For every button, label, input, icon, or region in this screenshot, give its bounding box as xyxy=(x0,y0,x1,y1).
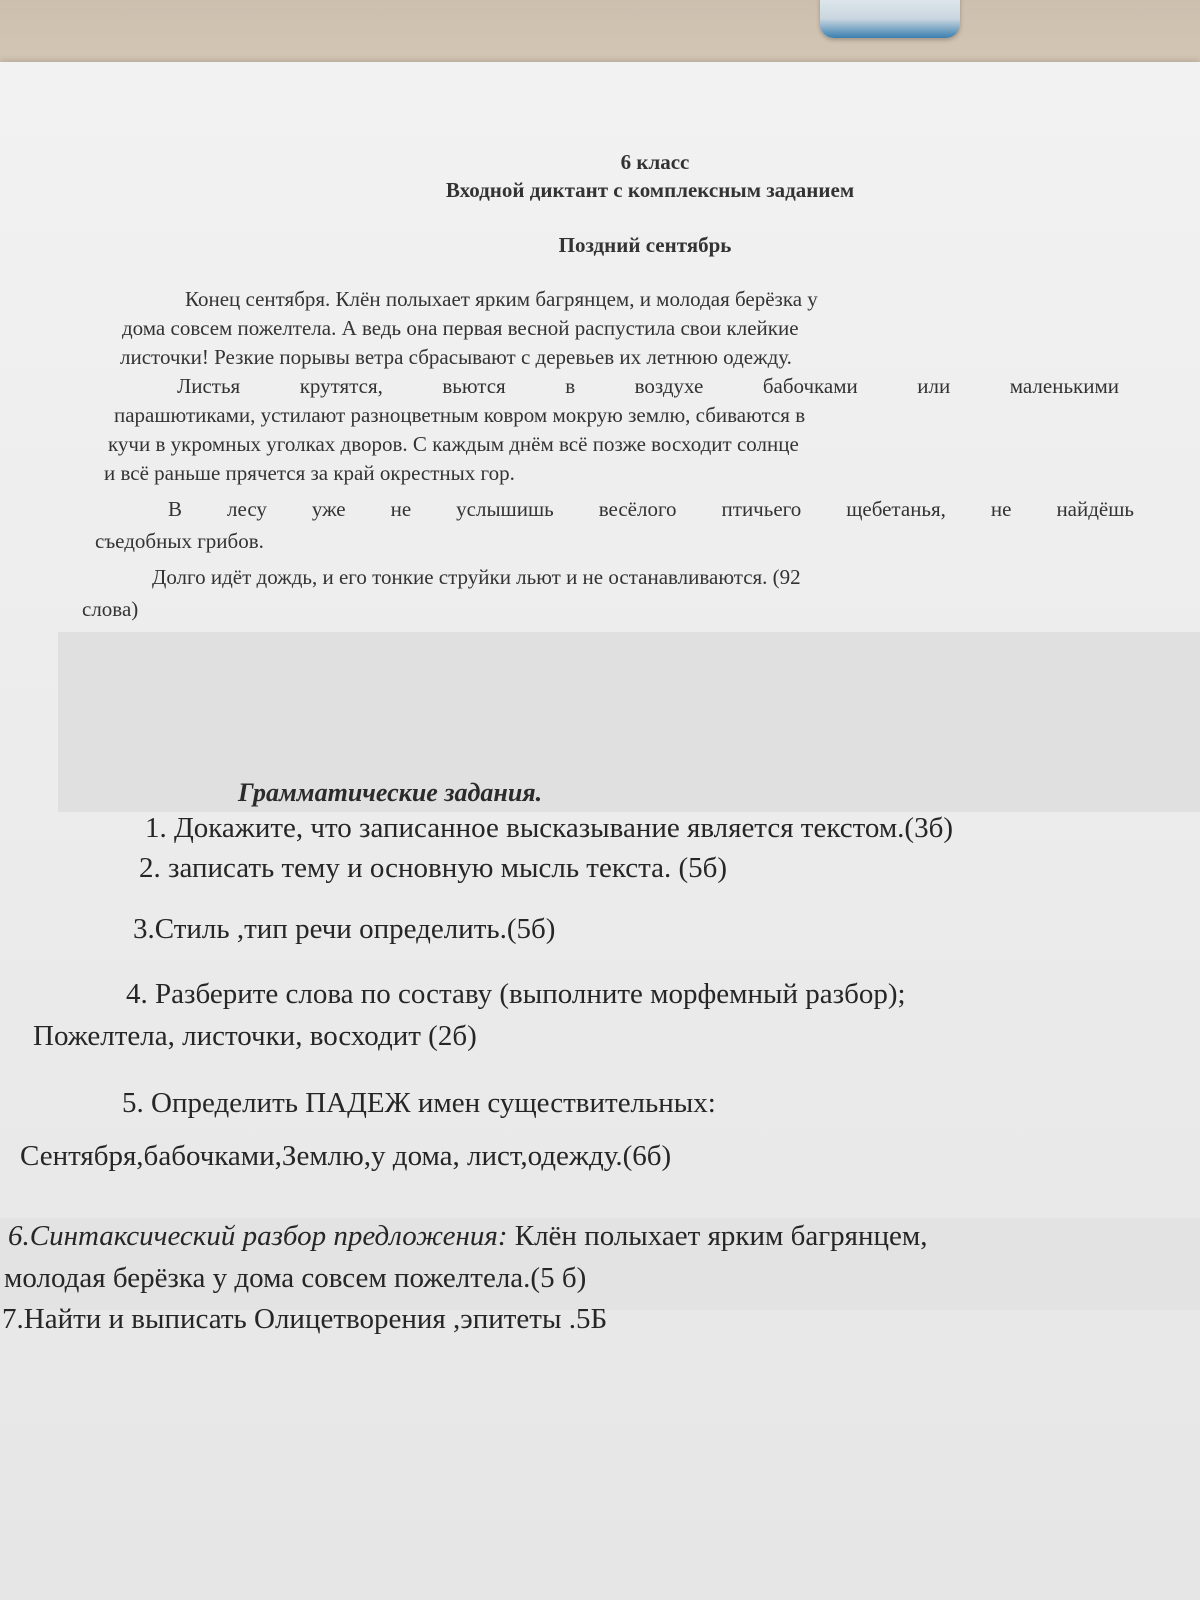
task-3: 3.Стиль ,тип речи определить.(5б) xyxy=(133,913,556,945)
dictation-line: В лесу уже не услышишь весёлого птичьего щебетанья, не найдёшь xyxy=(168,497,1134,521)
grade-label: 6 класс xyxy=(620,150,690,174)
dictation-line: съедобных грибов. xyxy=(95,529,264,553)
dictation-line: Долго идёт дождь, и его тонкие струйки льют и не останавливаются. (92 xyxy=(152,565,801,589)
task-2: 2. записать тему и основную мысль текста. (5б) xyxy=(139,852,728,884)
dictation-subtitle: Входной диктант с комплексным заданием xyxy=(445,178,855,202)
dictation-line: кучи в укромных уголках дворов. С каждым днём всё позже восходит солнце xyxy=(108,432,799,456)
dictation-line: Листья крутятся, вьются в воздухе бабочками или маленькими xyxy=(177,374,1119,398)
task-6-line-2: молодая берёзка у дома совсем пожелтела.(5 б) xyxy=(4,1262,587,1294)
task-6-line-1 xyxy=(8,1220,928,1253)
task-6-label: 6.Синтаксический разбор предложения: xyxy=(8,1220,508,1252)
task-4-line-1: 4. Разберите слова по составу (выполните морфемный разбор); xyxy=(126,978,906,1010)
grammar-heading: Грамматические задания. xyxy=(238,778,543,807)
task-6-text: Клён полыхает ярким багрянцем, xyxy=(507,1220,928,1252)
dictation-line: Конец сентября. Клён полыхает ярким багрянцем, и молодая берёзка у xyxy=(185,287,818,311)
dictation-line: дома совсем пожелтела. А ведь она первая весной распустила свои клейкие xyxy=(122,316,799,340)
task-5-line-1: 5. Определить ПАДЕЖ имен существительных: xyxy=(122,1087,716,1119)
dictation-line: листочки! Резкие порывы ветра сбрасывают с деревьев их летнюю одежду. xyxy=(120,345,792,369)
shaded-band xyxy=(58,632,1200,812)
dictation-title: Поздний сентябрь xyxy=(558,233,732,257)
dictation-line: парашютиками, устилают разноцветным ковром мокрую землю, сбиваются в xyxy=(114,403,806,427)
task-1: 1. Докажите, что записанное высказывание является текстом.(3б) xyxy=(145,812,953,844)
task-4-line-2: Пожелтела, листочки, восходит (2б) xyxy=(33,1020,477,1052)
dictation-line: слова) xyxy=(82,597,139,621)
dictation-line: и всё раньше прячется за край окрестных гор. xyxy=(104,461,515,485)
task-7: 7.Найти и выписать Олицетворения ,эпитеты .5Б xyxy=(2,1303,608,1335)
desk-object xyxy=(820,0,960,38)
task-5-line-2: Сентября,бабочками,Землю,у дома, лист,одежду.(6б) xyxy=(20,1140,672,1172)
